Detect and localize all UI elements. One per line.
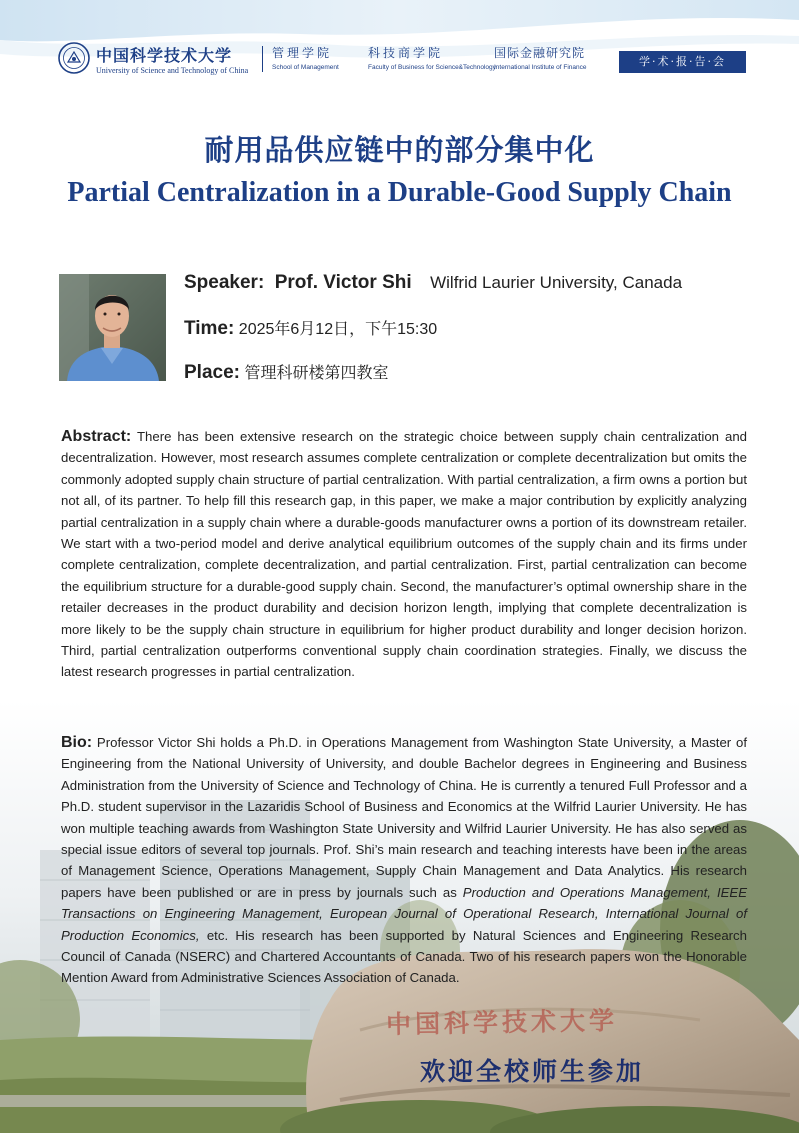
bio-text-2: etc. His research has been supported by Natural Sciences and Engineering Research Council of Canada (NSERC) and Chartered Accountants of Canada. Two of his research papers won the Honorable Mention Award from Administrative Sciences Association of Canada. — [61, 927, 747, 986]
bio-text-1: Professor Victor Shi holds a Ph.D. in Operations Management from Washington State University, a Master of Engineering from the National University of University, and double Bachelor degrees in Engineering and Business Administration from the University of Science and Technology of China. He is currently a tenured Full Professor and a Ph.D. student supervisor in the Lazaridis School of Business and Economics at the Wilfrid Laurier University. He has won multiple teaching awards from Washington State University and Wilfrid Laurier University. He has also served as special issue editors of several top journals. Prof. Shi’s main research and teaching interests have been in the areas of Management Science, Operations Management, Supply Chain Management and Data Analytics. His research papers have been published or are in press by journals such as — [61, 735, 747, 900]
title-english: Partial Centralization in a Durable-Good Supply Chain — [67, 177, 732, 208]
place-label: Place: — [184, 362, 240, 383]
abstract-text: There has been extensive research on the strategic choice between supply chain centralization and decentralization. However, most research assumes complete centralization or complete decentralization but omits the commonly adopted supply chain structure of partial centralization. With partial centralization, a firm owns a portion but not all, of its partner. To help fill this research gap, in this paper, we make a major contribution by explicitly analyzing partial centralization in a supply chain where a durable-goods manufacturer owns a portion of its downstream retailer. We start with a two-period model and derive analytical equilibrium outcomes of the supply chain and its firms under complete centralization, complete decentralization, and partial centralization. First, partial centralization can become the equilibrium structure for a durable-good supply chain. Second, the manufacturer’s optimal ownership share in the retailer decreases in the product durability and decision horizon length, implying that complete decentralization is more likely to be the supply chain structure in equilibrium for higher product durability and longer decision horizon. Third, partial centralization outperforms conventional supply chain coordination strategies. Finally, we discuss the latest research progresses in partial centralization. — [61, 429, 747, 680]
speaker-line — [184, 272, 682, 294]
header — [58, 40, 748, 80]
stone-inscription: 中国科学技术大学 — [385, 1005, 619, 1040]
time-line — [184, 316, 437, 340]
speaker-name: Prof. Victor Shi — [274, 272, 412, 293]
place-value: 管理科研楼第四教室 — [244, 365, 389, 382]
bio-paragraph — [61, 732, 747, 989]
bio-journals: Production and Operations Management, IEEE Transactions on Engineering Management, European Journal of Operational Research, International Journal of Production Economics, — [61, 884, 748, 943]
speaker-photo — [59, 274, 166, 381]
abstract-paragraph — [61, 426, 747, 683]
unit-school-of-management: 管理学院 School of Management — [272, 46, 339, 71]
university-name-en: University of Science and Technology of China — [96, 66, 249, 75]
academic-talk-badge: 学·术·报·告·会 — [619, 51, 746, 73]
header-divider — [262, 46, 263, 72]
speaker-label: Speaker: — [184, 272, 265, 293]
unit-international-institute-of-finance: 国际金融研究院 International Institute of Finance — [494, 46, 587, 71]
unit-faculty-of-business: 科技商学院 Faculty of Business for Science&Technology — [368, 46, 496, 71]
place-line — [184, 360, 388, 384]
welcome-message: 欢迎全校师生参加 — [420, 1057, 645, 1086]
university-name-cn: 中国科学技术大学 — [96, 46, 233, 65]
abstract-label: Abstract: — [61, 428, 132, 445]
time-value: 2025年6月12日，下午15:30 — [238, 321, 438, 338]
bio-label: Bio: — [61, 734, 93, 751]
speaker-affiliation: Wilfrid Laurier University, Canada — [430, 273, 683, 292]
time-label: Time: — [184, 318, 235, 339]
university-seal-icon — [58, 42, 90, 74]
title-chinese: 耐用品供应链中的部分集中化 — [204, 133, 595, 167]
